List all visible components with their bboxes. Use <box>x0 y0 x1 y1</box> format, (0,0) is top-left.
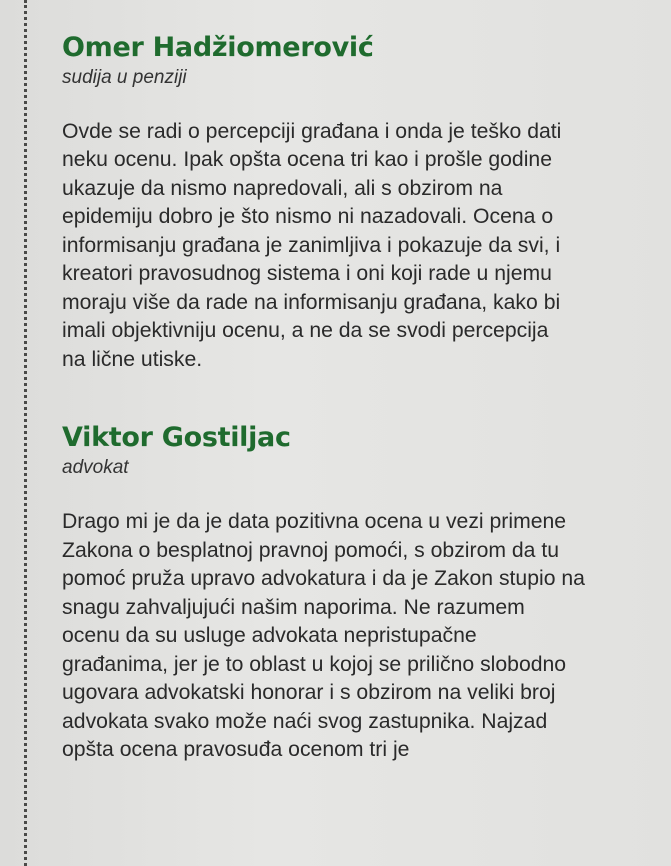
text-line: Drago mi je da je data pozitivna ocena u vezi primene <box>62 510 567 534</box>
entry-viktor-gostiljac <box>62 422 662 764</box>
text-line: kreatori pravosudnog sistema i oni koji rade u njemu <box>62 262 552 286</box>
article-column <box>62 32 662 765</box>
statement-text <box>62 118 662 375</box>
person-name: Omer Hadžiomerović <box>62 32 374 63</box>
text-line: ugovara advokatski honorar i s obzirom na veliki broj <box>62 681 556 705</box>
text-line: na lične utiske. <box>62 347 203 371</box>
text-line: ukazuje da nismo napredovali, ali s obzirom na <box>62 176 503 200</box>
text-line: epidemiju dobro je što nismo ni nazadovali. Ocena o <box>62 205 554 229</box>
text-line: snagu zahvaljujući našim naporima. Ne razumem <box>62 595 525 619</box>
text-line: Zakona o besplatnoj pravnoj pomoći, s obzirom da tu <box>62 538 560 562</box>
entry-omer-hadziomerovic <box>62 32 662 374</box>
text-line: opšta ocena pravosuđa ocenom tri je <box>62 738 410 762</box>
text-line: advokata svako može naći svog zastupnika. Najzad <box>62 709 548 733</box>
person-role: advokat <box>62 457 129 479</box>
text-line: imali objektivniju ocenu, a ne da se svodi percepcija <box>62 319 549 343</box>
text-line: informisanju građana je zanimljiva i pokazuje da svi, i <box>62 233 561 257</box>
text-line: moraju više da rade na informisanju građana, kako bi <box>62 290 561 314</box>
person-role: sudija u penziji <box>62 67 187 89</box>
statement-text <box>62 508 662 765</box>
text-line: Ovde se radi o percepciji građana i onda je teško dati <box>62 119 562 143</box>
dotted-column-rule <box>24 0 27 866</box>
person-name: Viktor Gostiljac <box>62 422 291 454</box>
text-line: neku ocenu. Ipak opšta ocena tri kao i prošle godine <box>62 148 552 172</box>
text-line: ocenu da su usluge advokata nepristupačne <box>62 624 477 648</box>
text-line: pomoć pruža upravo advokatura i da je Zakon stupio na <box>62 567 585 591</box>
text-line: građanima, jer je to oblast u kojoj se prilično slobodno <box>62 652 567 676</box>
